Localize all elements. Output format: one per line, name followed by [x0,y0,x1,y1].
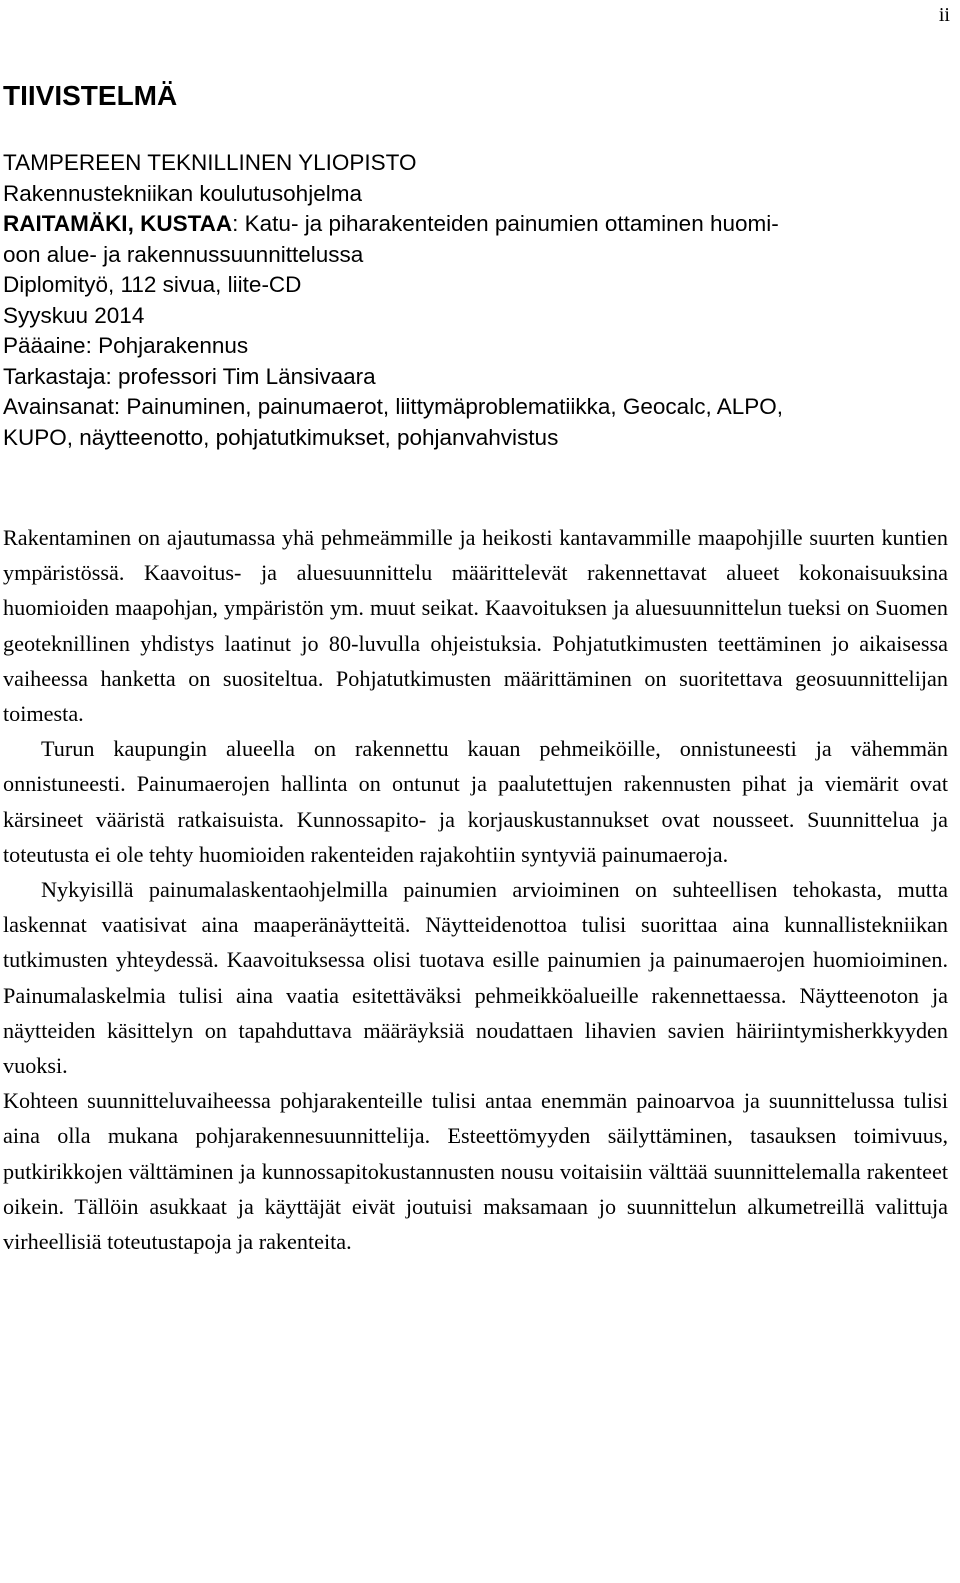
page-title: TIIVISTELMÄ [3,80,178,111]
abstract-paragraph-2: Turun kaupungin alueella on rakennettu kauan pehmeiköille, onnistuneesti ja vähemmän onnistuneesti. Painumaerojen hallinta on ontunut ja paalutettujen rakennusten pihat ja viemärit ovat kärsineet vääristä ratkaisuista. Kunnossapito- ja korjauskustannukset ovat nousseet. Suunnittelua ja toteutusta ei ole tehty huomioiden rakenteiden rajakohtiin syntyviä painumaeroja. [3,736,948,867]
abstract-body [3,520,948,1259]
page-number: ii [938,4,950,26]
thesis-metadata [3,148,948,453]
thesis-title-line-2: oon alue- ja rakennussuunnittelussa [3,241,364,267]
thesis-title-line-1 [3,209,948,240]
author-name: RAITAMÄKI, KUSTAA [3,211,233,236]
keywords-line-2: KUPO, näytteenotto, pohjatutkimukset, pohjanvahvistus [3,424,559,450]
thesis-date: Syyskuu 2014 [3,302,145,328]
abstract-paragraph-1: Rakentaminen on ajautumassa yhä pehmeämmille ja heikosti kantavammille maapohjille suurten kuntien ympäristössä. Kaavoitus- ja aluesuunnittelu määrittelevät rakennettavat alueet kokonaisuuksina huomioiden maapohjan, ympäristön ym. muut seikat. Kaavoituksen ja aluesuunnittelun tueksi on Suomen geoteknillinen yhdistys laatinut jo 80-luvulla ohjeistuksia. Pohjatutkimusten teettäminen jo aikaisessa vaiheessa hanketta on suositeltua. Pohjatutkimusten määrittäminen on suoritettava geosuunnittelijan toimesta. [3,525,948,727]
abstract-paragraph-3: Nykyisillä painumalaskentaohjelmilla painumien arvioiminen on suhteellisen tehokasta, mutta laskennat vaatisivat aina maaperänäytteitä. Näytteidenottoa tulisi suorittaa aina kunnallistekniikan tutkimusten yhteydessä. Kaavoituksessa olisi tuotava esille painumien ja painumaerojen huomioiminen. Painumalaskelmia tulisi aina vaatia esitettäväksi pehmeikköalueille rakennettaessa. Näytteenoton ja näytteiden käsittelyn on tapahduttava määräyksiä noudattaen lihavien savien häiriintymisherkkyyden vuoksi. [3,877,948,1079]
major-subject: Pääaine: Pohjarakennus [3,333,249,358]
university-name: TAMPEREEN TEKNILLINEN YLIOPISTO [3,150,417,175]
thesis-title-start: : Katu- ja piharakenteiden painumien ottaminen huomi- [232,211,779,236]
examiner: Tarkastaja: professori Tim Länsivaara [3,363,376,389]
degree-programme: Rakennustekniikan koulutusohjelma [3,180,362,206]
thesis-info: Diplomityö, 112 sivua, liite-CD [3,272,302,297]
keywords-line-1: Avainsanat: Painuminen, painumaerot, liittymäproblematiikka, Geocalc, ALPO, [3,394,783,419]
abstract-paragraph-4: Kohteen suunnitteluvaiheessa pohjarakenteille tulisi antaa enemmän painoarvoa ja suunnittelussa tulisi aina olla mukana pohjarakennesuunnittelija. Esteettömyyden säilyttäminen, tasauksen toimivuus, putkirikkojen välttäminen ja kunnossapitokustannusten nousu voitaisiin välttää suunnittelemalla rakenteet oikein. Tällöin asukkaat ja käyttäjät eivät joutuisi maksamaan jo suunnittelun alkumetreillä valittuja virheellisiä toteutustapoja ja rakenteita. [3,1088,948,1255]
